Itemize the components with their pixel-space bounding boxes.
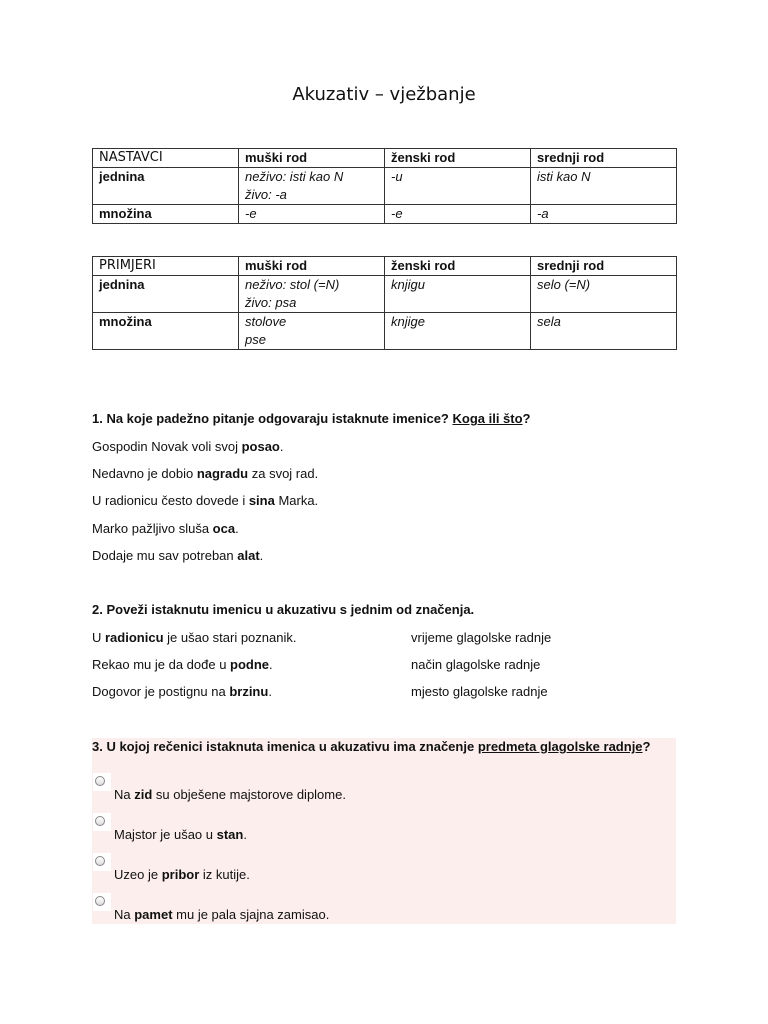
radio-option-2[interactable] bbox=[93, 813, 111, 831]
row-label-plural: množina bbox=[93, 205, 239, 224]
table-cell: sela bbox=[531, 313, 677, 350]
table-cell: -e bbox=[239, 205, 385, 224]
radio-option-1[interactable] bbox=[93, 773, 111, 791]
row-label-singular: jednina bbox=[93, 276, 239, 313]
header-feminine: ženski rod bbox=[385, 257, 531, 276]
q2-sentence: Dogovor je postignu na brzinu. bbox=[92, 684, 272, 699]
cell-line: živo: psa bbox=[245, 295, 297, 310]
q1-sentence: Gospodin Novak voli svoj posao. bbox=[92, 439, 284, 454]
q2-sentence: Rekao mu je da dođe u podne. bbox=[92, 657, 273, 672]
question-3: 3. U kojoj rečenici istaknuta imenica u akuzativu ima značenje predmeta glagolske radnje? bbox=[92, 739, 651, 754]
examples-table bbox=[92, 256, 677, 350]
header-feminine: ženski rod bbox=[385, 149, 531, 168]
table-cell: isti kao N bbox=[531, 168, 677, 205]
table-cell bbox=[239, 313, 385, 350]
endings-table bbox=[92, 148, 677, 224]
table-corner-label: NASTAVCI bbox=[93, 149, 239, 168]
cell-line: neživo: isti kao N bbox=[245, 169, 344, 184]
table-cell: -u bbox=[385, 168, 531, 205]
q2-meaning: vrijeme glagolske radnje bbox=[411, 630, 552, 645]
cell-line: neživo: stol (=N) bbox=[245, 277, 340, 292]
page-title: Akuzativ – vježbanje bbox=[292, 84, 476, 105]
table-cell: selo (=N) bbox=[531, 276, 677, 313]
option-label: Uzeo je pribor iz kutije. bbox=[114, 867, 250, 882]
radio-circle-icon bbox=[95, 816, 105, 826]
q2-meaning: mjesto glagolske radnje bbox=[411, 684, 548, 699]
option-label: Majstor je ušao u stan. bbox=[114, 827, 247, 842]
radio-option-4[interactable] bbox=[93, 893, 111, 911]
header-neuter: srednji rod bbox=[531, 257, 677, 276]
question-3-underlined: predmeta glagolske radnje bbox=[477, 739, 643, 754]
header-masculine: muški rod bbox=[239, 149, 385, 168]
cell-line: živo: -a bbox=[245, 187, 287, 202]
table-cell: -e bbox=[385, 205, 531, 224]
q1-sentence: Nedavno je dobio nagradu za svoj rad. bbox=[92, 466, 319, 481]
table-cell: knjige bbox=[385, 313, 531, 350]
radio-circle-icon bbox=[95, 896, 105, 906]
option-label: Na zid su obješene majstorove diplome. bbox=[114, 787, 346, 802]
row-label-plural: množina bbox=[93, 313, 239, 350]
question-2: 2. Poveži istaknutu imenicu u akuzativu s jednim od značenja. bbox=[92, 602, 475, 617]
q2-meaning: način glagolske radnje bbox=[411, 657, 541, 672]
question-1: 1. Na koje padežno pitanje odgovaraju istaknute imenice? Koga ili što? bbox=[92, 411, 531, 426]
table-cell bbox=[239, 168, 385, 205]
q1-sentence: Marko pažljivo sluša oca. bbox=[92, 521, 239, 536]
table-cell: knjigu bbox=[385, 276, 531, 313]
cell-line: stolove bbox=[245, 314, 287, 329]
radio-circle-icon bbox=[95, 856, 105, 866]
table-cell: -a bbox=[531, 205, 677, 224]
header-neuter: srednji rod bbox=[531, 149, 677, 168]
q2-sentence: U radionicu je ušao stari poznanik. bbox=[92, 630, 297, 645]
cell-line: pse bbox=[245, 332, 266, 347]
table-cell bbox=[239, 276, 385, 313]
radio-option-3[interactable] bbox=[93, 853, 111, 871]
row-label-singular: jednina bbox=[93, 168, 239, 205]
question-1-underlined: Koga ili što bbox=[452, 411, 523, 426]
q1-sentence: U radionicu često dovede i sina Marka. bbox=[92, 493, 319, 508]
radio-circle-icon bbox=[95, 776, 105, 786]
table-corner-label: PRIMJERI bbox=[93, 257, 239, 276]
option-label: Na pamet mu je pala sjajna zamisao. bbox=[114, 907, 330, 922]
q1-sentence: Dodaje mu sav potreban alat. bbox=[92, 548, 264, 563]
header-masculine: muški rod bbox=[239, 257, 385, 276]
